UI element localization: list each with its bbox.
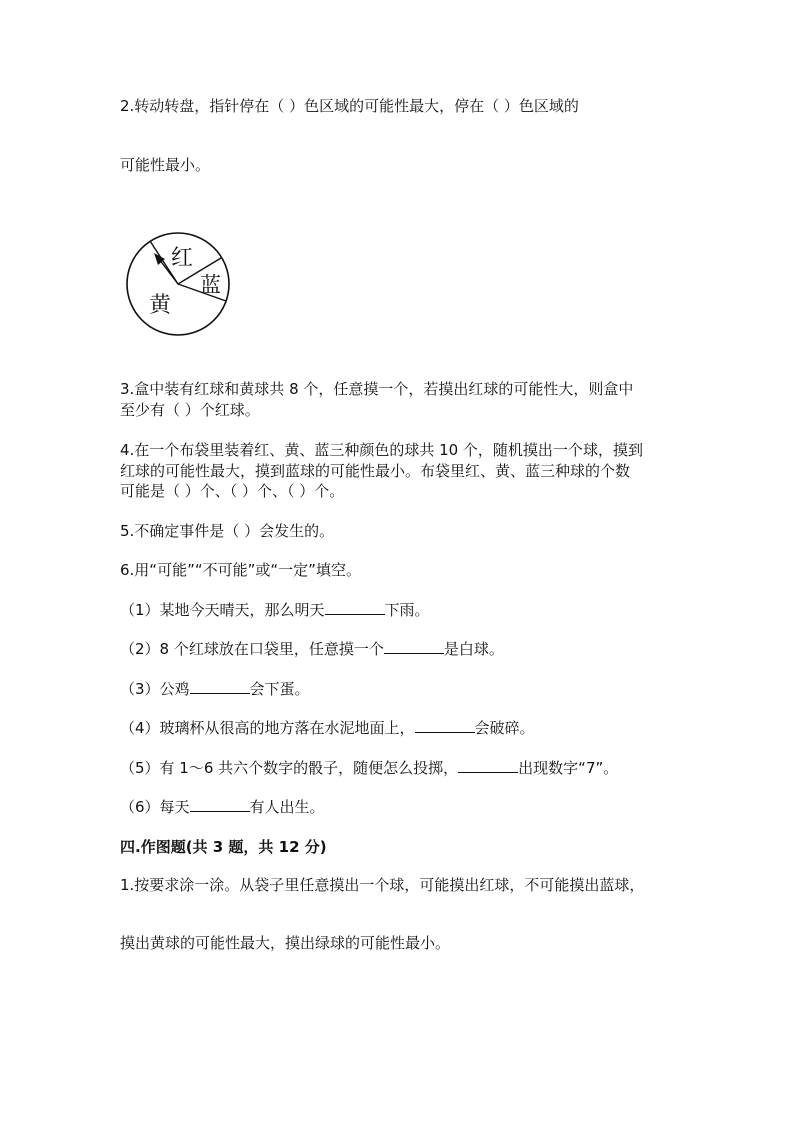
q3-line2: 至少有（ ）个红球。 bbox=[120, 401, 260, 419]
q6-item-4 bbox=[120, 718, 535, 738]
spinner-label-yellow: 黄 bbox=[149, 293, 172, 318]
q6-item-3-post: 会下蛋。 bbox=[249, 680, 310, 698]
answer-blank-1[interactable] bbox=[325, 600, 385, 615]
q6-item-6-pre: （6）每天 bbox=[120, 798, 190, 816]
q6-item-5-post: 出现数字“7”。 bbox=[518, 759, 619, 777]
q6-item-1-pre: （1）某地今天晴天，那么明天 bbox=[120, 601, 325, 619]
answer-blank-3[interactable] bbox=[190, 679, 250, 694]
q6-item-1 bbox=[120, 600, 430, 620]
answer-blank-4[interactable] bbox=[415, 718, 475, 733]
q3-line1: 3.盒中装有红球和黄球共 8 个，任意摸一个，若摸出红球的可能性大，则盒中 bbox=[120, 380, 634, 398]
q6-item-4-pre: （4）玻璃杯从很高的地方落在水泥地面上， bbox=[120, 719, 415, 737]
spinner-label-red: 红 bbox=[171, 246, 194, 271]
section4-q1-line1: 1.按要求涂一涂。从袋子里任意摸出一个球，可能摸出红球，不可能摸出蓝球， bbox=[120, 876, 645, 894]
q4-line1: 4.在一个布袋里装着红、黄、蓝三种颜色的球共 10 个，随机摸出一个球，摸到 bbox=[120, 441, 643, 459]
q4-line2: 红球的可能性最大，摸到蓝球的可能性最小。布袋里红、黄、蓝三种球的个数 bbox=[120, 462, 631, 480]
q6-item-6-post: 有人出生。 bbox=[249, 798, 325, 816]
q4-line3: 可能是（ ）个、（ ）个、（ ）个。 bbox=[120, 482, 345, 500]
q6-item-5-pre: （5）有 1～6 共六个数字的骰子，随便怎么投掷， bbox=[120, 759, 459, 777]
spinner-diagram bbox=[118, 224, 238, 344]
q5-line: 5.不确定事件是（ ）会发生的。 bbox=[120, 522, 335, 540]
q6-item-2-pre: （2）8 个红球放在口袋里，任意摸一个 bbox=[120, 640, 384, 658]
q6-item-2-post: 是白球。 bbox=[443, 640, 504, 658]
spinner-label-blue: 蓝 bbox=[200, 273, 221, 297]
q6-title: 6.用“可能”“不可能”或“一定”填空。 bbox=[120, 561, 361, 579]
answer-blank-5[interactable] bbox=[458, 758, 518, 773]
q6-item-1-post: 下雨。 bbox=[384, 601, 430, 619]
answer-blank-2[interactable] bbox=[384, 639, 444, 654]
q2-line2: 可能性最小。 bbox=[120, 156, 211, 174]
q6-item-4-post: 会破碎。 bbox=[474, 719, 535, 737]
q6-item-6 bbox=[120, 797, 325, 817]
q6-item-2 bbox=[120, 639, 504, 659]
q2-line1: 2.转动转盘，指针停在（ ）色区域的可能性最大，停在（ ）色区域的 bbox=[120, 97, 579, 115]
section4-heading: 四.作图题(共 3 题，共 12 分) bbox=[120, 838, 327, 856]
answer-blank-6[interactable] bbox=[190, 797, 250, 812]
section4-q1-line2: 摸出黄球的可能性最大，摸出绿球的可能性最小。 bbox=[120, 934, 451, 952]
q6-item-3 bbox=[120, 679, 310, 699]
q6-item-3-pre: （3）公鸡 bbox=[120, 680, 190, 698]
q6-item-5 bbox=[120, 758, 618, 778]
